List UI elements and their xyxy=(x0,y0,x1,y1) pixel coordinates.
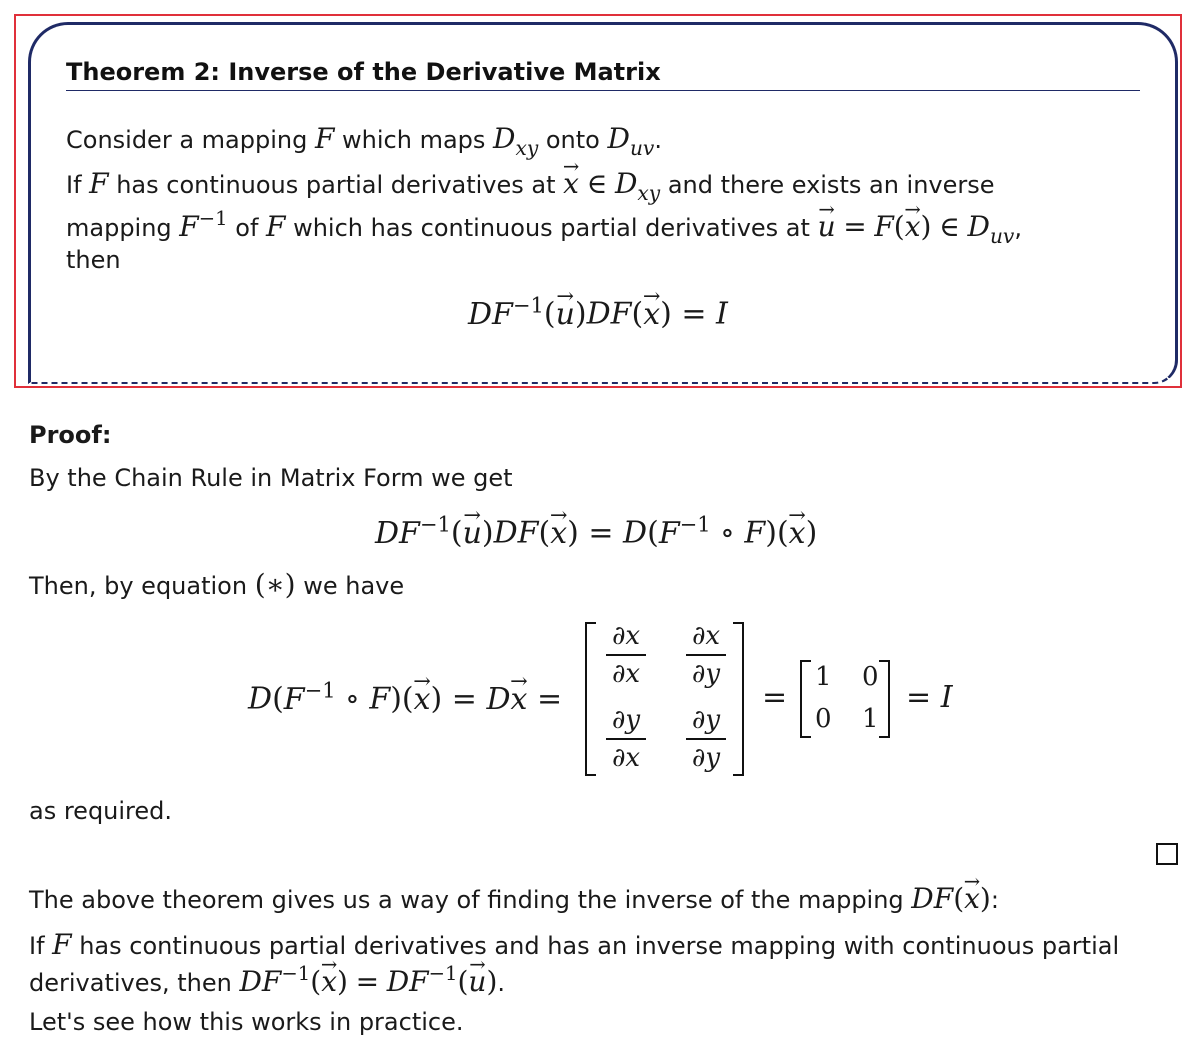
proof-heading: Proof: xyxy=(29,421,112,449)
theorem-line-3: mapping $F^{-1}$ of F which has continuous partial derivatives at u → = F(x →) ∈ $D_{uv}$, xyxy=(66,207,1022,248)
after-line-2: If F has continuous partial derivatives and has an inverse mapping with continuous partial xyxy=(29,928,1120,961)
theorem-title: Theorem 2: Inverse of the Derivative Matrix xyxy=(66,58,1140,91)
proof-line-3: as required. xyxy=(29,797,173,825)
proof-line-1: By the Chain Rule in Matrix Form we get xyxy=(29,464,513,492)
theorem-line-2: If F has continuous partial derivatives at x → ∈ $D_{xy}$ and there exists an inverse xyxy=(66,167,995,205)
after-line-3: derivatives, then $DF^{-1}(x$ →) = $DF^{-1}(u$ →). xyxy=(29,962,505,998)
theorem-line-4: then xyxy=(66,246,121,274)
after-line-4: Let's see how this works in practice. xyxy=(29,1008,464,1036)
theorem-equation: $DF^{-1}(u \to)DF(x$ →) = I xyxy=(468,293,728,332)
qed-box-icon xyxy=(1156,843,1178,865)
theorem-line-1: Consider a mapping F which maps $D_{xy}$ onto $D_{uv}$. xyxy=(66,122,662,161)
after-line-1: The above theorem gives us a way of finding the inverse of the mapping DF(x →): xyxy=(29,882,999,915)
chain-rule-equation: $DF^{-1}(u \to)DF(x$ →) = $D(F^{-1}$ ∘ F)(x →) xyxy=(375,512,817,551)
proof-line-2: Then, by equation (∗) we have xyxy=(29,568,405,601)
